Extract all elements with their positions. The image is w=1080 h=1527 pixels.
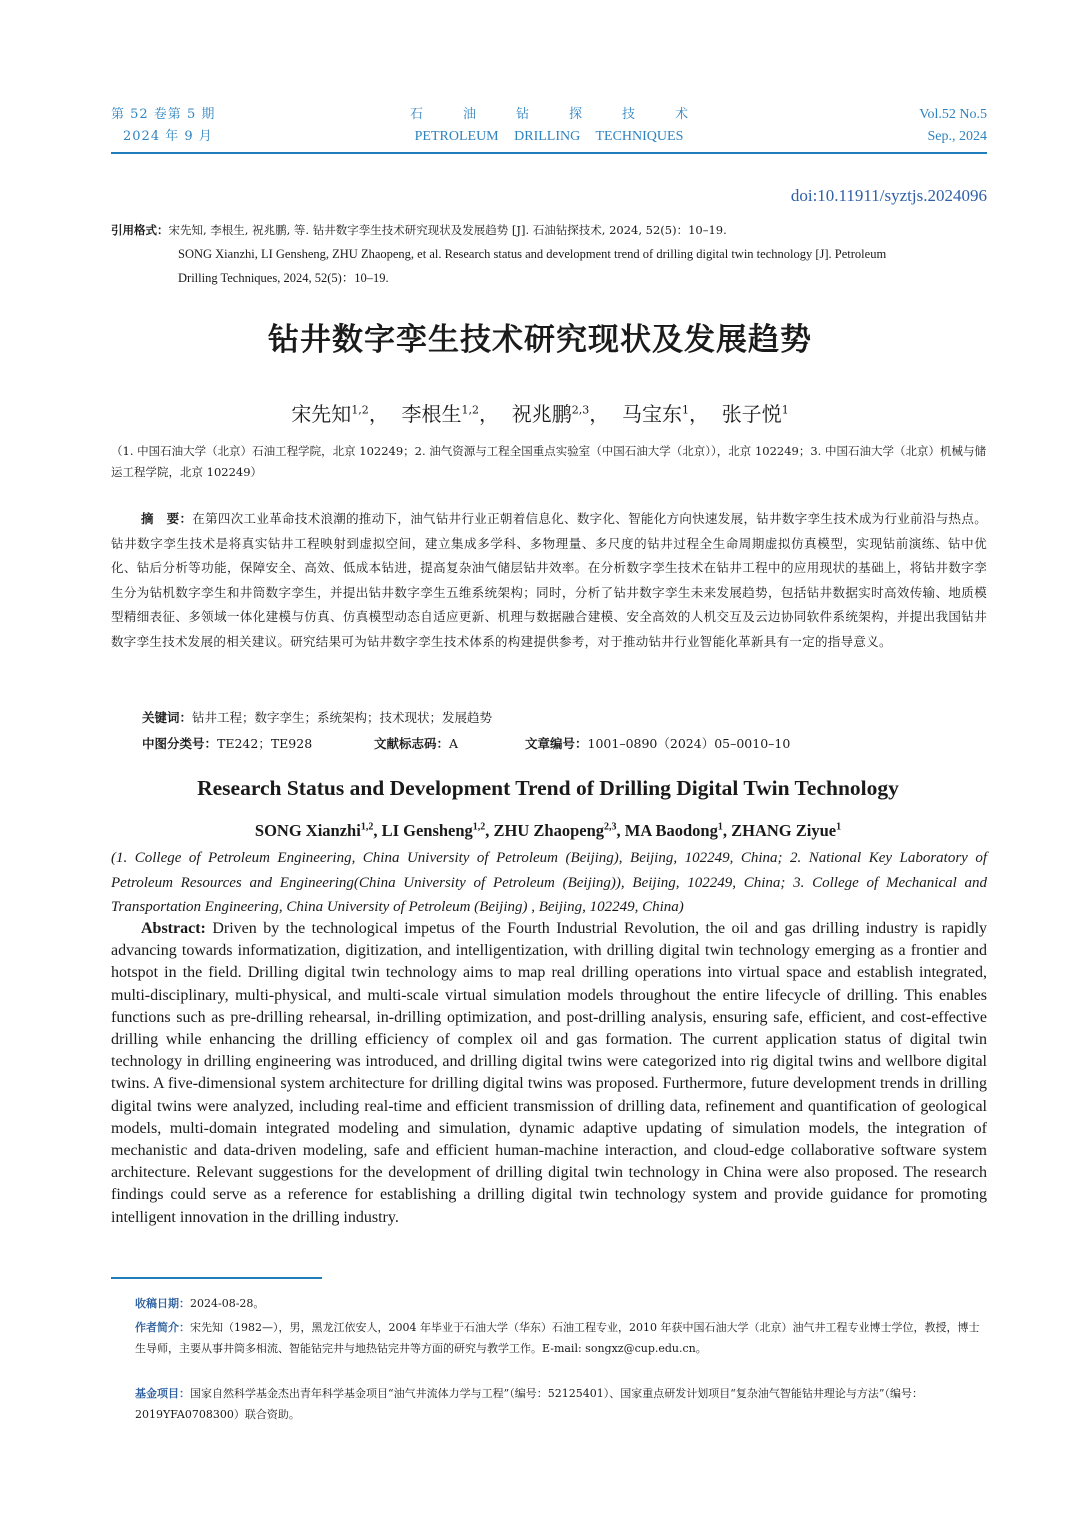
author-cn: 马宝东 — [621, 402, 682, 426]
funding-label: 基金项目： — [135, 1387, 190, 1400]
doc-code-value: A — [449, 736, 459, 751]
author-en: ZHANG Ziyue — [731, 821, 837, 840]
journal-name-en: PETROLEUM DRILLING TECHNIQUES — [414, 129, 684, 144]
abstract-en — [111, 918, 987, 1229]
doi-link[interactable]: doi:10.11911/syztjs.2024096 — [790, 186, 987, 205]
journal-header — [111, 104, 987, 154]
date-en: Sep., 2024 — [927, 129, 987, 144]
classification-line — [142, 733, 987, 755]
author-sup: 2,3 — [571, 403, 590, 417]
issue-info-en — [919, 104, 987, 148]
volume-issue-cn: 第 52 卷第 5 期 — [111, 107, 216, 122]
author-cn: 祝兆鹏 — [511, 402, 572, 426]
author-cn: 宋先知 — [291, 402, 352, 426]
keywords-label: 关键词： — [142, 710, 193, 725]
author-sup: 1 — [717, 821, 723, 833]
journal-name-cn: 石油钻探技术 — [409, 107, 728, 122]
clc-label: 中图分类号： — [142, 736, 218, 751]
author-list-en: SONG Xianzhi$^{1,2}$, LI Gensheng$^{1,2}$, ZHU Zhaopeng$^{2,3}$, MA Baodong$^1$, ZHANG Ziyue$^1$ — [254, 821, 842, 840]
doc-code-label: 文献标志码： — [374, 736, 450, 751]
citation-en-line2: Drilling Techniques, 2024, 52(5)：10–19. — [178, 271, 389, 285]
author-cn: 李根生 — [401, 402, 462, 426]
author-sup: 1,2 — [461, 403, 480, 417]
citation-cn: 宋先知, 李根生, 祝兆鹏, 等. 钻井数字孪生技术研究现状及发展趋势 [J]. 石油钻探技术, 2024, 52(5)：10–19. — [168, 223, 727, 237]
volume-issue-en: Vol.52 No.5 — [919, 107, 987, 122]
date-cn: 2024 年 9 月 — [123, 129, 213, 144]
author-cn: 张子悦 — [721, 402, 782, 426]
citation-label: 引用格式： — [111, 223, 169, 237]
keywords-cn — [142, 707, 492, 729]
clc-value: TE242；TE928 — [217, 736, 313, 751]
author-sup: 1 — [681, 403, 689, 417]
author-bio-text: 宋先知（1982—），男，黑龙江依安人，2004 年毕业于石油大学（华东）石油工程专业，2010 年获中国石油大学（北京）油气井工程专业博士学位，教授，博士生导师，主要从事井筒多相流、智能钻完井与地热钻完井等方面的研究与教学工作。E-mail: songxz@cup.edu.cn。 — [135, 1321, 980, 1355]
author-en: LI Gensheng — [381, 821, 473, 840]
author-sup: 1 — [781, 403, 789, 417]
abstract-label-cn: 摘 要： — [141, 511, 193, 526]
author-sup: 1,2 — [472, 821, 486, 833]
affiliations-en: (1. College of Petroleum Engineering, China University of Petroleum (Beijing), Beijing, 102249, China; 2. National Key Laboratory of Petroleum Resources and Engineering(China University of Petroleum (Beijing)), Beijing, 102249, China; 3. College of Mechanical and Transportation Engineering, China University of Petroleum (Beijing) , Beijing, 102249, China) — [111, 850, 987, 915]
author-sup: 1,2 — [351, 403, 369, 417]
author-en: MA Baodong — [624, 821, 718, 840]
funding-text: 国家自然科学基金杰出青年科学基金项目“油气井流体力学与工程”（编号：52125401）、国家重点研发计划项目“复杂油气智能钻井理论与方法”（编号：2019YFA0708300）联合资助。 — [135, 1387, 923, 1421]
journal-name — [111, 104, 987, 148]
paper-title-cn: 钻井数字孪生技术研究现状及发展趋势 — [268, 322, 812, 358]
author-en: SONG Xianzhi — [254, 821, 361, 840]
footnote-funding — [135, 1383, 987, 1425]
author-sup: 1,2 — [360, 821, 374, 833]
received-value: 2024-08-28。 — [190, 1297, 265, 1310]
paper-title-en: Research Status and Development Trend of Drilling Digital Twin Technology — [197, 776, 899, 800]
footnote-received — [135, 1293, 987, 1314]
author-en: ZHU Zhaopeng — [493, 821, 605, 840]
abstract-text-en: Driven by the technological impetus of the Fourth Industrial Revolution, the oil and gas drilling industry is rapidly advancing towards informatization, digitization, and intelligentization, with drilling digital twin technology emerging as a frontier and hotspot in the field. Drilling digital twin technology aims to map real drilling operations into virtual space and establish integrated, multi-disciplinary, multi-physical, and multi-scale virtual simulation models throughout the entire lifecycle of drilling. This enables functions such as pre-drilling rehearsal, in-drilling optimization, and post-drilling analysis, ensuring safe, efficient, and cost-effective drilling while enhancing the drilling efficiency of complex oil and gas formation. The current application status of digital twin technology in drilling engineering was introduced, and drilling digital twins were categorized into rig digital twins and wellbore digital twins. A five-dimensional system architecture for drilling digital twins was proposed. Furthermore, future development trends in drilling digital twins were analyzed, including real-time and efficient transmission of drilling data, refinement and quantification of geological models, multi-domain integrated modeling and simulation, dynamic adaptive updating of simulation models, the integration of mechanistic and data-driven modeling, safe and efficient human-machine interaction, and cloud-edge collaborative software system architecture. Relevant suggestions for the development of drilling digital twin technology in China were also proposed. The research findings could serve as a reference for establishing a drilling digital twin technology system and provide guidance for promoting intelligent innovation in the drilling industry. — [111, 920, 988, 1226]
affiliations-cn: （1. 中国石油大学（北京）石油工程学院，北京 102249；2. 油气资源与工程全国重点实验室（中国石油大学（北京）），北京 102249；3. 中国石油大学（北京）机械与储运工程学院，北京 102249） — [111, 444, 986, 479]
keywords-text: 钻井工程；数字孪生；系统架构；技术现状；发展趋势 — [192, 710, 493, 725]
author-bio-label: 作者简介： — [135, 1321, 190, 1334]
author-list-cn: 宋先知$^{1,2}$， 李根生$^{1,2}$， 祝兆鹏$^{2,3}$， 马宝东$^1$， 张子悦$^1$ — [291, 402, 789, 426]
abstract-text-cn: 在第四次工业革命技术浪潮的推动下，油气钻井行业正朝着信息化、数字化、智能化方向快速发展，钻井数字孪生技术成为行业前沿与热点。钻井数字孪生技术是将真实钻井工程映射到虚拟空间，建立集成多学科、多物理量、多尺度的钻井过程全生命周期虚拟仿真模型，实现钻前演练、钻中优化、钻后分析等功能，保障安全、高效、低成本钻进，提高复杂油气储层钻井效率。在分析数字孪生技术在钻井工程中的应用现状的基础上，将钻井数字孪生分为钻机数字孪生和井筒数字孪生，并提出钻井数字孪生五维系统架构；同时，分析了钻井数字孪生未来发展趋势，包括钻井数据实时高效传输、地质模型精细表征、多领域一体化建模与仿真、仿真模型动态自适应更新、机理与数据融合建模、安全高效的人机交互及云边协同软件系统架构，并提出我国钻井数字孪生技术发展的相关建议。研究结果可为钻井数字孪生技术体系的构建提供参考，对于推动钻井行业智能化革新具有一定的指导意义。 — [111, 511, 987, 649]
footnote-divider — [111, 1277, 322, 1279]
citation-en-line1: SONG Xianzhi, LI Gensheng, ZHU Zhaopeng, et al. Research status and development trend of drilling digital twin technology [J]. Petroleum — [178, 247, 887, 261]
author-sup: 1 — [836, 821, 842, 833]
author-sup: 2,3 — [604, 821, 617, 833]
abstract-label-en: Abstract: — [141, 920, 206, 937]
article-number-value: 1001–0890（2024）05–0010–10 — [587, 736, 791, 751]
article-number-label: 文章编号： — [525, 736, 588, 751]
received-label: 收稿日期： — [135, 1297, 190, 1310]
footnote-author-bio — [135, 1317, 987, 1359]
abstract-cn — [111, 507, 987, 654]
citation-block — [111, 218, 987, 290]
